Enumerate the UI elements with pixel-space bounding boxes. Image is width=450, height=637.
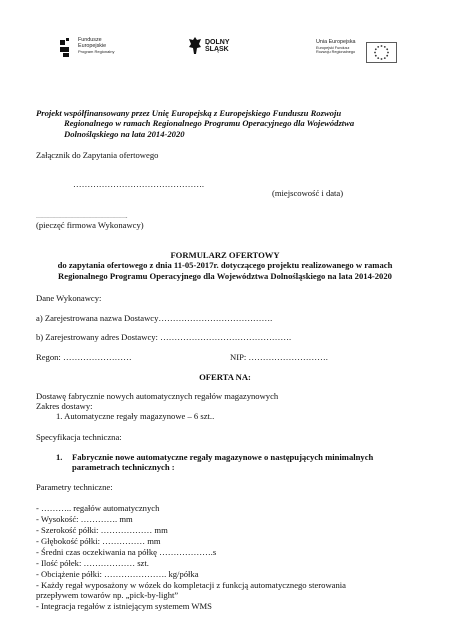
spec-header: Specyfikacja techniczna: [36, 432, 122, 442]
param-item: - Obciążenie półki: …………………. kg/półka [36, 569, 199, 579]
intro-line2: Regionalnego w ramach Regionalnego Programu Operacyjnego dla Województwa [64, 118, 355, 128]
offer-title: OFERTA NA: [199, 372, 251, 382]
param-item: - Integracja regałów z istniejącym systemem WMS [36, 601, 212, 611]
fe-line2: Europejskie [78, 43, 107, 50]
contractor-header: Dane Wykonawcy: [36, 293, 102, 303]
fundusze-europejskie-logo [60, 36, 130, 64]
stamp-dots: ………………………………………. [36, 214, 128, 220]
stamp-label: (pieczęć firmowa Wykonawcy) [36, 220, 144, 230]
param-item: - Średni czas oczekiwania na półkę ……………….s [36, 547, 217, 557]
param-item: - Ilość półek: ……………… szt. [36, 558, 149, 568]
nip-field: NIP: ………………………. [230, 352, 328, 362]
params-header: Parametry techniczne: [36, 482, 113, 492]
dolny-slask-logo [188, 36, 248, 62]
param-item: - Wysokość: …………. mm [36, 514, 133, 524]
unia-europejska-logo [316, 40, 402, 66]
spec-line1: Fabrycznie nowe automatyczne regały magazynowe o następujących minimalnych [72, 452, 374, 462]
spec-number: 1. [56, 452, 63, 462]
dolny-slask-text [205, 39, 230, 54]
eu-flag-icon [366, 42, 397, 63]
ue-line2: Europejski Fundusz [316, 45, 350, 50]
eagle-icon [188, 36, 202, 56]
ue-line3: Rozwoju Regionalnego [316, 49, 356, 54]
param-item: - Szerokość półki: ……………… mm [36, 525, 168, 535]
offer-delivery-line1: Dostawę fabrycznie nowych automatycznych regałów magazynowych [36, 391, 279, 401]
place-date-label: (miejscowość i data) [272, 188, 344, 198]
place-date-dots: ………………………………………. [73, 179, 205, 189]
spec-line2: parametrach technicznych : [72, 462, 175, 472]
contractor-address-field: b) Zarejestrowany adres Dostawcy: ………………………………………. [36, 332, 292, 342]
ue-line1: Unia Europejska [316, 39, 356, 45]
form-title: FORMULARZ OFERTOWY [170, 250, 280, 260]
offer-item-1: 1. Automatyczne regały magazynowe – 6 szt.. [56, 411, 215, 421]
ds-line1: DOLNY [205, 39, 230, 46]
form-subtitle-2: Regionalnego Programu Operacyjnego dla Województwa Dolnośląskiego na lata 2014-2020 [58, 271, 392, 281]
param-item: przepływem towarów np. „pick-by-light” [36, 590, 179, 600]
param-item: - ……….. regałów automatycznych [36, 503, 160, 513]
fundusze-europejskie-mark-icon [60, 38, 74, 58]
fe-line3: Program Regionalny [78, 49, 115, 55]
ds-line2: ŚLĄSK [205, 46, 229, 54]
attachment-label: Załącznik do Zapytania ofertowego [36, 150, 159, 160]
form-subtitle-1: do zapytania ofertowego z dnia 11-05-2017r. dotyczącego projektu realizowanego w ramach [57, 260, 393, 270]
param-item: - Każdy regał wyposażony w wózek do kompletacji z funkcją automatycznego sterowania [36, 580, 346, 590]
fe-line1: Fundusze [78, 37, 102, 43]
fundusze-europejskie-text [78, 37, 114, 56]
intro-line1: Projekt współfinansowany przez Unię Europejską z Europejskiego Funduszu Rozwoju [36, 108, 342, 118]
regon-field: Regon: …………………… [36, 352, 132, 362]
contractor-name-field: a) Zarejestrowana nazwa Dostawcy…………………………………. [36, 313, 273, 323]
offer-delivery-line2: Zakres dostawy: [36, 401, 93, 411]
unia-europejska-text [316, 40, 356, 54]
param-item: - Głębokość półki: …………… mm [36, 536, 161, 546]
intro-line3: Dolnośląskiego na lata 2014-2020 [64, 129, 185, 139]
